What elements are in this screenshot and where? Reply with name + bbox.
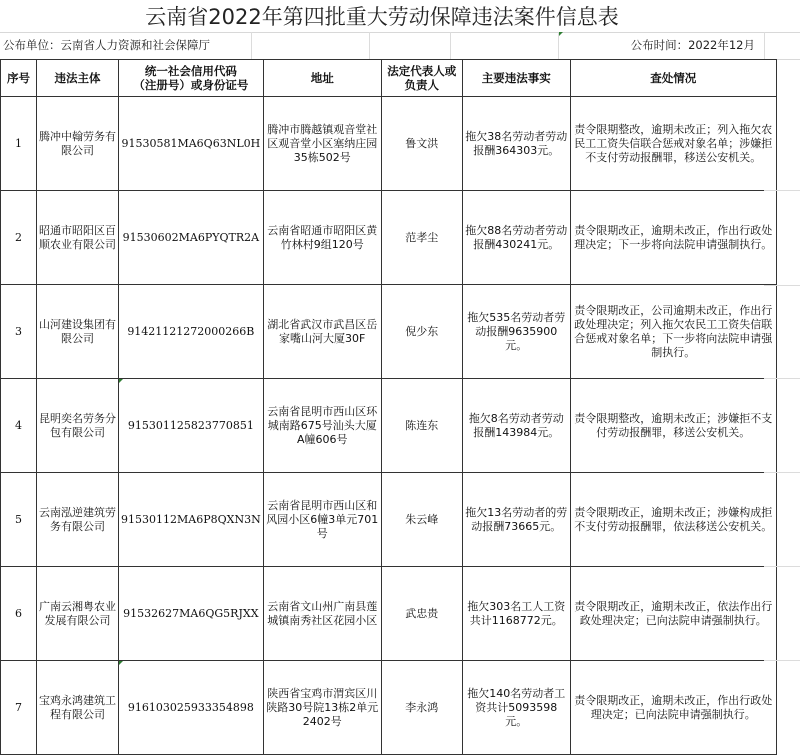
cell-facts[interactable]: 拖欠13名劳动者的劳动报酬73665元。 [462,473,570,567]
cell-entity[interactable]: 云南泓逆建筑劳务有限公司 [37,473,119,567]
cell-no[interactable]: 5 [1,473,37,567]
table-row [1,661,777,755]
header-rep-line2: 负责人 [404,78,439,92]
cell-entity[interactable]: 昭通市昭阳区百顺农业有限公司 [37,191,119,285]
header-row [1,60,777,97]
cell-handling[interactable]: 责令限期改正，逾期未改正，作出行政处理决定；下一步将向法院申请强制执行。 [570,191,776,285]
cell-entity[interactable]: 广南云湘粤农业发展有限公司 [37,567,119,661]
cell-facts[interactable]: 拖欠8名劳动者劳动报酬143984元。 [462,379,570,473]
cell-address[interactable]: 云南省昆明市西山区环城南路675号汕头大厦A幢606号 [263,379,381,473]
cell-entity[interactable]: 山河建设集团有限公司 [37,285,119,379]
grid-line [764,285,800,286]
grid-line [764,190,800,191]
cell-representative[interactable]: 李永鸿 [381,661,462,755]
cell-code[interactable]: 91530602MA6PYQTR2A [119,191,264,285]
table-row [1,191,777,285]
header-code-line1: 统一社会信用代码 [144,64,237,78]
header-address: 地址 [263,60,381,97]
header-rep-line1: 法定代表人或 [387,64,457,78]
header-code [119,60,264,97]
cell-no[interactable]: 1 [1,97,37,191]
grid-line [251,32,252,59]
cell-code[interactable] [119,661,264,755]
cell-comment-marker-icon [119,379,123,383]
cell-no[interactable]: 7 [1,661,37,755]
cell-code[interactable]: 91530112MA6P8QXN3N [119,473,264,567]
grid-line [764,378,800,379]
cell-no[interactable]: 6 [1,567,37,661]
table-row [1,473,777,567]
cell-code-text: 916103025933354898 [127,700,254,714]
cell-code-text: 915301125823770851 [127,418,254,432]
cell-facts[interactable]: 拖欠38名劳动者劳动报酬364303元。 [462,97,570,191]
page-title: 云南省2022年第四批重大劳动保障违法案件信息表 [145,5,619,29]
empty-extra-column [764,59,800,733]
meta-row [0,32,800,60]
publisher-label: 公布单位：云南省人力资源和社会保障厅 [3,38,210,52]
table-row [1,379,777,473]
cell-no[interactable]: 2 [1,191,37,285]
grid-line [369,32,370,59]
publish-time-label: 公布时间：2022年12月 [630,38,755,52]
table-row [1,97,777,191]
header-handling: 查处情况 [570,60,776,97]
header-code-line2: （注册号）或身份证号 [133,78,249,92]
cell-address[interactable]: 陕西省宝鸡市渭宾区川陕路30号院13栋2单元2402号 [263,661,381,755]
cell-comment-marker-icon [119,661,123,665]
cell-handling[interactable]: 责令限期整改，逾期未改正；列入拖欠农民工工资失信联合惩戒对象名单；涉嫌拒不支付劳动报酬罪，移送公安机关。 [570,97,776,191]
grid-line [764,660,800,661]
cases-table [0,59,777,755]
cell-no[interactable]: 3 [1,285,37,379]
cell-entity[interactable]: 腾冲中翰劳务有限公司 [37,97,119,191]
grid-line [764,566,800,567]
cell-handling[interactable]: 责令限期整改，逾期未改正；涉嫌拒不支付劳动报酬罪，移送公安机关。 [570,379,776,473]
cell-code[interactable]: 91532627MA6QG5RJXX [119,567,264,661]
header-representative [381,60,462,97]
grid-line [764,472,800,473]
table-row [1,567,777,661]
cell-no[interactable]: 4 [1,379,37,473]
header-no: 序号 [1,60,37,97]
cell-handling[interactable]: 责令限期改正，逾期未改正，依法作出行政处理决定；已向法院申请强制执行。 [570,567,776,661]
cell-facts[interactable]: 拖欠140名劳动者工资共计5093598元。 [462,661,570,755]
cell-address[interactable]: 云南省昆明市西山区和风园小区6幢3单元701号 [263,473,381,567]
cell-address[interactable]: 腾冲市腾越镇观音堂社区观音堂小区塞纳庄园35栋502号 [263,97,381,191]
header-facts: 主要违法事实 [462,60,570,97]
cell-representative[interactable]: 朱云峰 [381,473,462,567]
table-row [1,285,777,379]
cell-comment-marker-icon [559,32,563,36]
cell-code[interactable] [119,379,264,473]
cell-representative[interactable]: 武忠贵 [381,567,462,661]
cell-code[interactable]: 91421121272000266B [119,285,264,379]
grid-line [764,32,765,59]
cell-entity[interactable]: 昆明奕名劳务分包有限公司 [37,379,119,473]
header-entity: 违法主体 [37,60,119,97]
cell-handling[interactable]: 责令限期改正，逾期未改正；涉嫌构成拒不支付劳动报酬罪，依法移送公安机关。 [570,473,776,567]
title-row [0,0,800,33]
cell-address[interactable]: 云南省昭通市昭阳区黄竹林村9组120号 [263,191,381,285]
cell-address[interactable]: 湖北省武汉市武昌区岳家嘴山河大厦30F [263,285,381,379]
cell-address[interactable]: 云南省文山州广南县莲城镇南秀社区花园小区 [263,567,381,661]
cell-entity[interactable]: 宝鸡永鸿建筑工程有限公司 [37,661,119,755]
grid-line [450,32,451,59]
cell-representative[interactable]: 鲁文洪 [381,97,462,191]
cell-representative[interactable]: 陈连东 [381,379,462,473]
cell-facts[interactable]: 拖欠303名工人工资共计1168772元。 [462,567,570,661]
cell-handling[interactable]: 责令限期改正，逾期未改正，作出行政处理决定；已向法院申请强制执行。 [570,661,776,755]
cell-facts[interactable]: 拖欠88名劳动者劳动报酬430241元。 [462,191,570,285]
cell-code[interactable]: 91530581MA6Q63NL0H [119,97,264,191]
cell-representative[interactable]: 范孝尘 [381,191,462,285]
grid-line [558,32,559,59]
cell-representative[interactable]: 倪少东 [381,285,462,379]
cell-facts[interactable]: 拖欠535名劳动者劳动报酬9635900元。 [462,285,570,379]
cell-handling[interactable]: 责令限期改正，公司逾期未改正，作出行政处理决定；列入拖欠农民工工资失信联合惩戒对象名单；下一步将向法院申请强制执行。 [570,285,776,379]
